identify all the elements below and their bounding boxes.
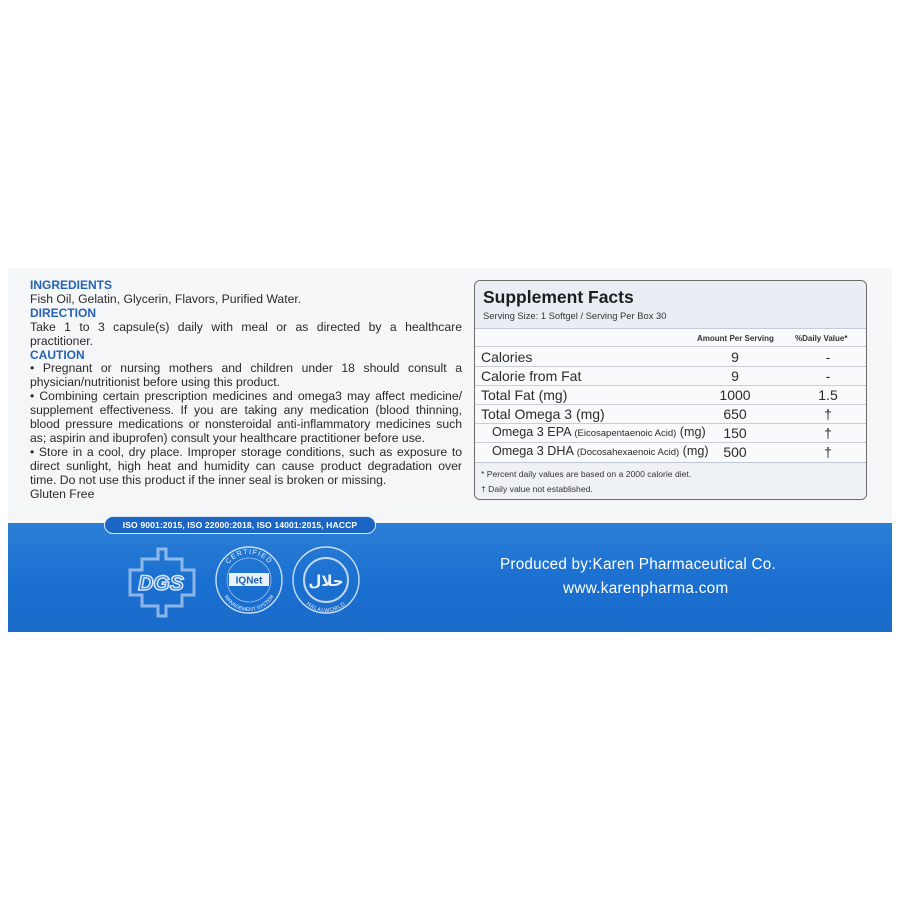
caution-item: • Pregnant or nursing mothers and children under 18 should consult a physician/nutritionist before using this product.: [30, 361, 462, 390]
nutrient-name-unit: (mg): [682, 444, 709, 458]
nutrient-name: Total Fat (mg): [481, 387, 568, 403]
nutrient-name-chemical: (Docosahexaenoic Acid): [576, 447, 680, 458]
dgs-certification-logo: [120, 545, 202, 620]
supplement-facts-title: Supplement Facts: [483, 287, 634, 307]
nutrient-daily-value: †: [824, 406, 832, 422]
nutrient-amount: 9: [731, 368, 739, 384]
row-divider: [475, 346, 866, 347]
direction-heading: DIRECTION: [30, 305, 96, 320]
supplement-facts-panel: [474, 280, 867, 500]
nutrient-name: [492, 444, 709, 458]
nutrient-amount: 500: [723, 444, 747, 460]
nutrient-name: Total Omega 3 (mg): [481, 406, 605, 422]
footnote-percent-dv: * Percent daily values are based on a 2000 calorie diet.: [481, 469, 692, 479]
nutrient-name-chemical: (Eicosapentaenoic Acid): [574, 428, 677, 439]
supplement-facts-header: [475, 281, 866, 329]
facts-row: [475, 424, 866, 442]
facts-row: [475, 386, 866, 404]
amount-column-header: Amount Per Serving: [697, 334, 774, 343]
nutrient-amount: 150: [723, 425, 747, 441]
serving-size-text: Serving Size: 1 Softgel / Serving Per Box 30: [483, 310, 667, 321]
direction-text: Take 1 to 3 capsule(s) daily with meal or as directed by a healthcare practitioner.: [30, 319, 462, 348]
nutrient-name-unit: (mg): [679, 425, 706, 439]
nutrient-daily-value: 1.5: [818, 387, 838, 403]
product-info-column: [30, 279, 462, 502]
caution-item: • Store in a cool, dry place. Improper storage conditions, such as exposure to direct sunlight, high heat and humidity can cause product degradation over time. Do not use this product if the inner seal is broken or missing.: [30, 444, 462, 487]
facts-row: [475, 405, 866, 423]
dgs-logo-text: DGS: [138, 572, 184, 595]
iqnet-management-text: MANAGEMENT SYSTEM: [222, 594, 276, 614]
iqnet-name-text: IQNet: [235, 575, 263, 587]
nutrient-amount: 1000: [719, 387, 751, 403]
nutrient-daily-value: †: [824, 425, 832, 441]
nutrient-daily-value: †: [824, 444, 832, 460]
ingredients-text: Fish Oil, Gelatin, Glycerin, Flavors, Purified Water.: [30, 291, 302, 306]
nutrient-name: [492, 425, 706, 439]
nutrient-name: Calories: [481, 349, 533, 365]
caution-heading: CAUTION: [30, 347, 85, 362]
footnote-dv-not-established: † Daily value not established.: [481, 484, 593, 494]
supplement-facts-footnotes: [475, 462, 866, 500]
nutrient-amount: 650: [723, 406, 747, 422]
iqnet-certified-text: CERTIFIED: [224, 548, 274, 566]
facts-row: [475, 443, 866, 461]
caution-item: • Combining certain prescription medicines and omega3 may affect medicine/ supplement effectiveness. If you are taking any medication (blood thinning, blood pressure medications or nonsteroidal anti-inflammatory medicines such as; aspirin and ibuprofen) consult your healthcare practitioner before use.: [30, 389, 462, 445]
iso-certifications-badge: ISO 9001:2015, ISO 22000:2018, ISO 14001:2015, HACCP: [104, 516, 376, 534]
nutrient-name-main: Omega 3 EPA: [492, 425, 571, 439]
nutrient-name-main: Omega 3 DHA: [492, 444, 574, 458]
ingredients-heading: INGREDIENTS: [30, 278, 113, 292]
nutrient-amount: 9: [731, 349, 739, 365]
daily-value-column-header: %Daily Value*: [795, 334, 848, 343]
facts-row: [475, 348, 866, 366]
halal-certification-logo: [289, 543, 364, 618]
iqnet-certification-logo: [213, 543, 285, 618]
halal-arabic-text: حلال: [308, 572, 344, 590]
nutrient-daily-value: -: [825, 368, 831, 384]
facts-row: [475, 367, 866, 385]
nutrient-name: Calorie from Fat: [481, 368, 582, 384]
halal-ring-text: HALALWORLD: [304, 601, 348, 615]
producer-name: Produced by:Karen Pharmaceutical Co.: [500, 556, 776, 573]
nutrient-daily-value: -: [825, 349, 831, 365]
gluten-free-text: Gluten Free: [30, 486, 95, 501]
producer-website: www.karenpharma.com: [563, 580, 729, 597]
